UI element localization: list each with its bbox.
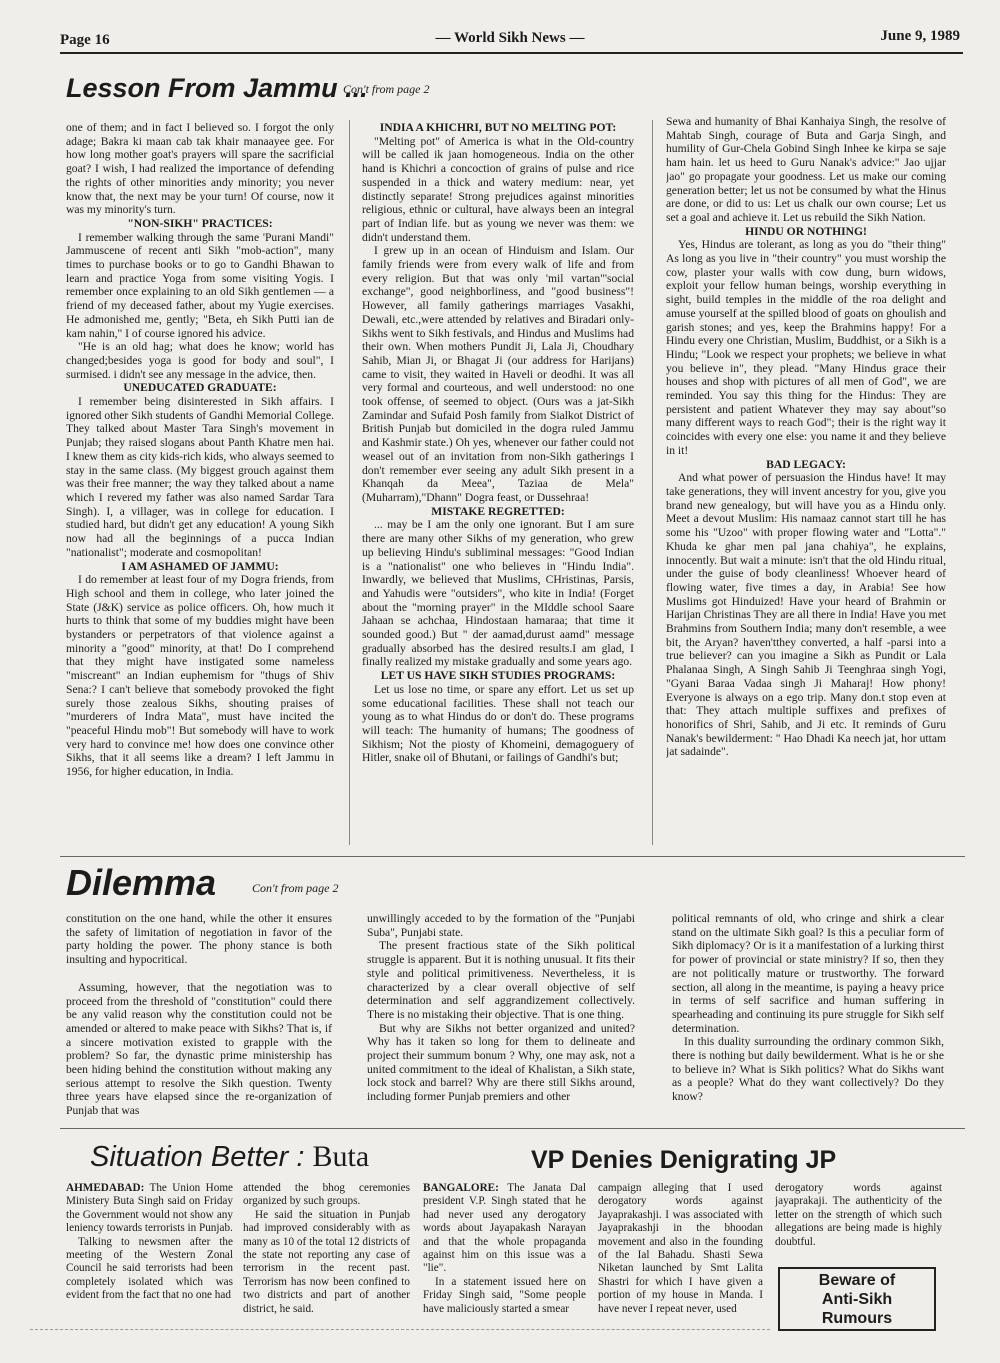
buta-headline-main: Situation Better : [90,1141,305,1173]
subheading: MISTAKE REGRETTED: [431,504,565,518]
paragraph: I grew up in an ocean of Hinduism and Islam. Our family friends were from every walk of life and from every religion. But that was only 'mil vartan"'social exchange", good neighborliness, and "good business"! However, all family gatherings marriages Vasakhi, Dewali, etc.,were attended by relatives and Biradari only-Sikhs went to Sikh festivals, and Hindus and Muslims had their own. When mothers Pundit Ji, Lala Ji, Choudhary Sahib, Mian Ji, or Bhagat Ji (our address for Harijans) came to visit, they waited in Haveli or deodhi. It was all very formal and courteous, and well understood: no one took offense, of seemed to object. (Ours was a jat-Sikh Zamindar and Sufaid Posh family from Sialkot District of British Punjab but domiciled in the dogra ruled Jammu and Kashmir state.) Oh yes, whenever our father could not weasel out of an invitation from non-Sikh gatherings I don't remember ever seeing any adult Sikh present in a Khanqah da Meea", Taziaa de Mela" (Muharram),"Dhann" Dogra feast, or Dussehraa! [362,244,634,504]
buta-headline [90,1140,369,1174]
lesson-column-2 [362,121,634,851]
paragraph: unwillingly acceded to by the formation of the "Punjabi Suba", Punjabi state. [367,912,635,939]
paragraph: But why are Sikhs not better organized and united? Why has it taken so long for them to delineate and project their summum bonum ? Why, one may ask, not a united commitment to the ideal of Khalistan, a Sikh state, lock stock and barrel? Why are there still Sikhs around, including former Punjab premiers and other [367,1021,635,1104]
dilemma-column-1 [66,912,332,1120]
dilemma-column-3 [672,912,944,1120]
paragraph: Talking to newsmen after the meeting of the Western Zonal Council he said terrorists had been completely isolated which was evident from the fact that no one had [66,1235,233,1302]
paragraph: Let us lose no time, or spare any effort. Let us set up some educational facilities. These shall not teach our young as to what Hindus do or don't do. These programs will teach: The humanity of humans; The goodness of Sikhism; Not the piosty of Khomeini, demagoguery of Hitler, snake oil of Bhutani, or failings of Gandhi's but; [362,682,634,765]
subheading: I AM ASHAMED OF JAMMU: [121,559,279,573]
vp-column-2 [598,1182,763,1330]
page-number: Page 16 [60,32,110,48]
publication-name: — World Sikh News — [435,30,585,46]
buta-column-2 [243,1182,410,1330]
vp-column-3 [775,1182,942,1262]
section-rule [60,1128,965,1129]
paragraph: constitution on the one hand, while the other it ensures the safety of limitation of negotiation in favor of the party holding the power. The phony stance is both insulting and hypocritical. [66,912,332,967]
issue-date: June 9, 1989 [880,28,960,44]
dilemma-column-2 [367,912,635,1120]
paragraph: "He is an old hag; what does he know; world has changed;besides yoga is good for body and soul", I surmised. i didn't see any message in the advice, then. [66,340,334,381]
dateline: BANGALORE: [423,1182,499,1194]
dateline: AHMEDABAD: [66,1182,145,1194]
paragraph: derogatory words against jayaprakaji. The authenticity of the letter on the strength of which such allegations are being made is highly doubtful. [775,1182,942,1248]
paragraph: In this duality surrounding the ordinary common Sikh, there is nothing but daily bewilderment. What is he or she to believe in? What is Sikh politics? What do Sikhs want as a people? What do they want collectively? Do they know? [672,1035,944,1104]
paragraph: Yes, Hindus are tolerant, as long as you do "their thing" As long as you live in "their country" you must worship the cow, plaster your walls with cow dung, burn widows, exploit your fellow human beings, worship everything in sight, build temples in the middle of the roa delight and amuse yourself at the spilled blood of goats on ghoulish and garish stones; and yes, keep the Brahmins happy! For a Hindu every one Christian, Muslim, Buddhist, or a Sikh is a Hindu; "Look we respect your prophets; we believe in what you believe in", they plead. "Many Hindus grace their houses and shop with pictures of all men of God", we are reminded. You say this thing for the Hindus: They are persistent and patient Whatever they may say about"so many different ways to reach God"; their is the right way it coincides with every one else: you name it and they believe in it! [666,238,946,457]
rumours-line-3: Rumours [821,1310,893,1327]
column-divider [652,120,653,845]
paragraph: political remnants of old, who cringe and shirk a clear stand on the ultimate Sikh goal? Is this a peculiar form of Sikh diplomacy? Or is it a manifestation of a lurking thirst for power of provincial or state ministry? If so, then they are not politically mature or trustworthy. The forward section, all along in the meantime, is paying a heavy price in terms of self sacrifice and human suffering in spearheading and continuing its pure struggle for Sikh self determination. [672,912,944,1035]
paragraph: He said the situation in Punjab had improved considerably with as many as 10 of the total 12 districts of the state not reporting any case of terrorism in the recent past. Terrorism has now been confined to two districts and part of another district, he said. [243,1208,410,1315]
paragraph: attended the bhog ceremonies organized by such groups. [243,1182,410,1208]
lesson-title: Lesson From Jammu ... [66,73,368,103]
paragraph: The present fractious state of the Sikh political struggle is apparent. But it is nothing unusual. It fits their style and political primitiveness. Nevertheless, it is characterized by a clear overall objective of self determination and self aggrandizement collectively. There is no mistaking their objective. That is one thing. [367,939,635,1021]
paragraph: Assuming, however, that the negotiation was to proceed from the threshold of "constitution" could there be any valid reason why the constitution could not be amended or altered to make peace with Sikhs? That is, if a sincere motivation existed to grapple with the problem? So far, the dynastic prime ministership has been hiding behind the constitution without making any serious attempt to resolve the Sikh question. Twenty three years have elapsed since the re-organization of Punjab that was [66,980,332,1118]
rumours-line-1: Beware of [818,1272,896,1289]
paragraph: ... may be I am the only one ignorant. But I am sure there are many other Sikhs of my generation, who grew up believing Hindu's subliminal messages: "Good Indian is a "nationalist" one who believes in "Hindu India". Inwardly, we believed that Muslims, CHristinas, Parsis, and Yahudis were "outsiders", who kite in India! (Forget about the "morning prayer" in the MIddle school Saare Jahaan se achchaa, Hindostaan hamaraa; that time it sounded good.) But " der aamad,durust aamd" message gradually absorbed has the desired results.I am glad, I finally realized my mistake gradually and some years ago. [362,518,634,669]
paragraph: I remember walking through the same 'Purani Mandi" Jammuscene of recent anti Sikh "mob-action", many times to purchase books or to go to Gandhi Bhawan to learn and practice Yoga from some visiting Yogis. I remember once explaining to an old Sikh gentlemen — a friend of my deceased father, about my Yugie exercises. He admonished me, gently; "Beta, eh Sikh Putti ian de kam nahin," I of course ignored his advice. [66,230,334,340]
paragraph: "Melting pot" of America is what in the Old-country will be called ik jaan homogeneous. India on the other hand is Khichri a concoction of grains of pulse and rice suspended in a thick and watery medium: near, yet distinctly separate! Strong prejudices against minorities religious, ethnic or cultural, have always been an integral part of Indian life. but as young we never was them: we didn't understand them. [362,134,634,244]
lesson-column-1 [66,121,334,851]
subheading: HINDU OR NOTHING! [745,224,867,238]
column-divider [349,120,350,845]
subheading: "NON-SIKH" PRACTICES: [127,216,273,230]
paragraph: AHMEDABAD: The Union Home Ministery Buta Singh said on Friday the Government would not show any leniency towards terrorists in Punjab. [66,1182,233,1235]
paragraph: In a statement issued here on Friday Singh said, "Some people have maliciously started a smear [423,1275,586,1315]
paragraph: campaign alleging that I used derogatory words against Jayaprakashji. I was associated with Jayaprakashji in the bhoodan movement and also in the founding of the Ial Bahadu. Shasti Sewa Niketan launched by Smt Lalita Shastri for which I have given a portion of my house in Manda. I have never I repeat never, used [598,1182,763,1315]
vp-column-1 [423,1182,586,1330]
paragraph-spacer [66,967,332,981]
buta-column-1 [66,1182,233,1330]
rumours-line-2: Anti-Sikh [821,1291,893,1308]
dilemma-continued: Con't from page 2 [252,881,339,895]
lesson-continued: Con't from page 2 [343,82,430,96]
page-header [60,28,960,48]
subheading: INDIA A KHICHRI, BUT NO MELTING POT: [379,121,617,134]
header-rule [60,52,963,54]
paragraph: I remember being disinterested in Sikh affairs. I ignored other Sikh students of Gandhi Memorial College. They talked about Master Tara Singh's movement in Punjab; they raised slogans about Panth Khatre men hai. I knew them as city kids-rich kids, who always seemed to stay in the same class. (My biggest grouch against them was their free manner; the way they talked about a name which I revered my father was also named Sardar Tara Singh). I, a villager, was in college for education. I studied hard, but didn't get any education! A young Sikh now had all the beginnings of a pucca Indian "nationalist"; moderate and cosmopolitan! [66,395,334,559]
paragraph: Sewa and humanity of Bhai Kanhaiya Singh, the resolve of Mahtab Singh, courage of Buta and Garja Singh, and humility of Gur-Chela Gobind Singh Inhee ke kirpa se saje ham hain. let us heed to Guru Nanak's advice:" Jao ujjar jao" go propagate your goodness. Let us make our coming generation better; let us not be consumed by what the Hinus are done, or did to us: Let us chalk our own course; Let us set a goal and achieve it. Let us rebuild the Sikh Nation. [666,115,946,224]
page-bottom-rule [30,1329,770,1330]
paragraph: And what power of persuasion the Hindus have! It may take generations, they will invent ancestry for you, give you brand new genealogy, but will have you as a Hindu only. Meet a devout Muslim: His namaaz cannot start till he has some his "Uzoo" with proper flowing water and "Lotta"." Khuda ke ghar men pal jana chahiya", he explains, innocently. But wait a minute: isn't that the old Hindu ritual, under the guise of body cleanliness! Whoever heard of flowing water, five times a day, in Arabia! See how Muslims got Hinduized! Have your heard of Brahmin or Harijan Christinas They are all there in India! Have you met Brahmins from Southern India; many don't resemble, a wee bit, the Aryan? haven'tthey converted, a half -parsi into a true believer? can you imagine a Sikh as Pundit or Lala Phalanaa Singh, A Singh Sahib Ji Teenghraa singh Yogi, "Gyani Baraa Vadaa singh Ji Maharaj! How phony! Everyone is always on a ego trip. Many don.t stop even at that: They attach multiple suffixes and prefixes of honorifics of Shri, Sahib, and Ji etc. It reminds of Guru Nanak's bewilderment: " Hao Dhadi Ka neech jat, hor uttam jat sadainde". [666,471,946,759]
paragraph: I do remember at least four of my Dogra friends, from High school and them in college, who later joined the State (J&K) service as police officers. Oh, how much it hurts to think that some of my buddies might have been bystanders or perpetrators of that violence against a minority a "good" minority, at that! Do I comprehend that they might have instigated some nameless "miscreant" an Indian euphemism for "thugs of Shiv Sena:? I can't believe that somebody provoked the fight surely those zealous Sikhs, shouting praises of "murderers of Indra Mata", must have incited the "peaceful Hindu mob"! But somebody will have to work very hard to convince me! how does one convince other Sikhs, that it all seems like a dream? I left Jammu in 1956, for higher education, in India. [66,573,334,779]
lesson-column-3 [666,115,946,851]
paragraph: one of them; and in fact I believed so. I forgot the only adage; Bakra ki maan cab tak khair manaayee gee. For how long mother goat's prayers will spare the sacrificial goat? I wish, I had realized the importance of defending the rights of other minorities andy minority; you never know that, the next may be your turn! Of course, now it was my minority's turn. [66,121,334,217]
subheading: UNEDUCATED GRADUATE: [123,381,277,395]
dilemma-title: Dilemma [66,862,217,903]
subheading: LET US HAVE SIKH STUDIES PROGRAMS: [380,669,616,683]
rumours-box [778,1267,936,1331]
vp-headline: VP Denies Denigrating JP [531,1146,837,1174]
buta-headline-name: Buta [312,1140,370,1173]
paragraph: BANGALORE: The Janata Dal president V.P. Singh stated that he had never used any derogatory words about Jayapakash Narayan and that the whole propaganda against him on this issue was a "lie". [423,1182,586,1275]
section-rule [60,856,965,857]
subheading: BAD LEGACY: [766,457,846,471]
